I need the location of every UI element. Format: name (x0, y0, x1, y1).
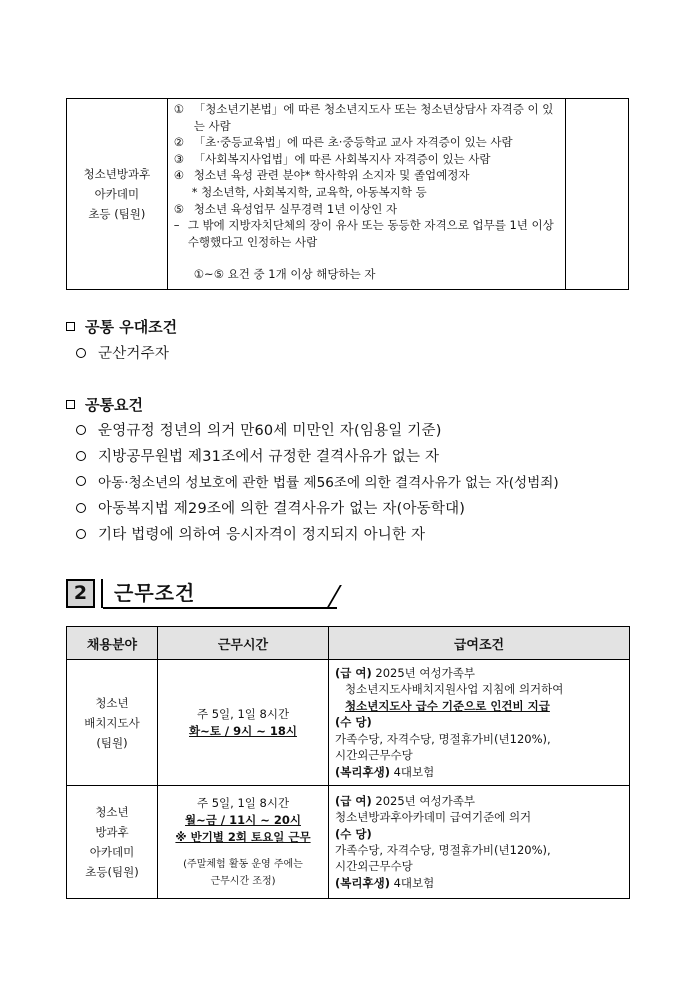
circle-bullet-icon (76, 503, 86, 513)
item-number: ② (173, 135, 185, 150)
section-slash-decoration (326, 585, 341, 609)
preference-section-title (66, 316, 177, 337)
circle-bullet-icon (76, 348, 86, 358)
section-number-box: 2 (66, 579, 95, 608)
pay-line (335, 875, 623, 891)
qualification-item (174, 151, 559, 168)
requirements-section-title (66, 394, 143, 415)
item-text: 청소년 육성 관련 분야* 학사학위 소지자 및 졸업예정자 (193, 168, 470, 183)
item-text: 「청소년기본법」에 따른 청소년지도사 또는 청소년상담사 자격증 이 있는 사람 (193, 102, 554, 133)
field-line: 아카데미 (89, 845, 135, 859)
pay-line: 시간외근무수당 (335, 748, 413, 763)
circle-bullet-icon (76, 529, 86, 539)
pay-line: 청소년방과후아카데미 급여기준에 의거 (335, 810, 532, 825)
work-conditions-table (66, 626, 630, 899)
hours-cell (158, 786, 329, 899)
pay-line: 청소년지도사배치지원사업 지침에 의거하여 (345, 682, 564, 697)
qualification-item (174, 201, 559, 218)
item-number: ⑤ (173, 201, 185, 216)
bullet-text: 운영규정 정년의 의거 만60세 미만인 자(임용일 기준) (98, 423, 442, 439)
item-number: ③ (173, 151, 185, 166)
table-row (67, 660, 630, 786)
column-header: 근무시간 (158, 627, 329, 660)
square-bullet-icon (66, 400, 75, 409)
qualification-sub-note: * 청소년학, 사회복지학, 교육학, 아동복지학 등 (191, 185, 427, 199)
qualification-summary: ①~⑤ 요건 중 1개 이상 해당하는 자 (193, 267, 376, 282)
bullet-text: 아동복지법 제29조에 의한 결격사유가 없는 자(아동학대) (98, 501, 466, 517)
item-number: ① (173, 102, 185, 117)
bullet-text: 기타 법령에 의하여 응시자격이 정지되지 아니한 자 (98, 527, 426, 543)
pay-label: (수 당) (335, 715, 372, 730)
pay-label: (급 여) (335, 793, 372, 808)
qualification-table (66, 98, 629, 290)
qualification-item (174, 101, 559, 134)
qualification-item (174, 134, 559, 151)
hours-note: 근무시간 조정) (210, 875, 276, 887)
item-text: 청소년 육성업무 실무경력 1년 이상인 자 (193, 201, 398, 216)
pay-text: 4대보험 (393, 764, 435, 779)
square-bullet-icon (66, 322, 75, 331)
qualification-content-cell (167, 99, 565, 290)
pay-text: 4대보험 (393, 875, 435, 890)
bullet-text: 아동·청소년의 성보호에 관한 법률 제56조에 의한 결격사유가 없는 자(성범죄) (98, 475, 559, 491)
column-header: 급여조건 (329, 627, 630, 660)
pay-line: 청소년지도사 급수 기준으로 인건비 지급 (345, 698, 550, 713)
table-row (67, 786, 630, 899)
column-header: 채용분야 (67, 627, 158, 660)
circle-bullet-icon (76, 425, 86, 435)
item-text: 「초·중등교육법」에 따른 초·중등학교 교사 자격증이 있는 사람 (193, 135, 513, 150)
qualification-dash-item (174, 217, 559, 250)
pay-line: 가족수당, 자격수당, 명절휴가비(년120%), (335, 731, 551, 746)
pay-line (335, 665, 623, 681)
requirement-item (76, 419, 442, 440)
field-line: (팀원) (96, 735, 128, 750)
hours-cell (158, 660, 329, 786)
pay-text: 2025년 여성가족부 (375, 666, 475, 681)
field-line: 아카데미 (94, 187, 140, 201)
hours-line: 주 5일, 1일 8시간 (196, 795, 290, 810)
field-line: 배치지도사 (84, 715, 140, 730)
circle-bullet-icon (76, 476, 86, 486)
pay-label: (복리후생) (335, 764, 390, 779)
field-line: 방과후 (95, 825, 129, 839)
requirement-item (76, 445, 439, 466)
pay-label: (급 여) (335, 666, 372, 681)
hours-line: 화~토 / 9시 ~ 18시 (189, 723, 297, 738)
pay-text: 2025년 여성가족부 (375, 793, 475, 808)
qualification-blank-cell (565, 99, 628, 290)
requirement-item (76, 471, 559, 491)
preference-item (76, 342, 169, 363)
hours-line: 월~금 / 11시 ~ 20시 (185, 812, 301, 827)
pay-cell (329, 786, 630, 899)
field-line: 청소년 (95, 805, 129, 819)
table-header-row (67, 627, 630, 660)
circle-bullet-icon (76, 451, 86, 461)
section-title: 근무조건 (114, 581, 196, 605)
bullet-text: 지방공무원법 제31조에서 규정한 결격사유가 없는 자 (98, 449, 440, 465)
section-title-text: 공통 우대조건 (85, 318, 178, 336)
field-line: 청소년 (95, 695, 129, 710)
dash-text: 그 밖에 지방자치단체의 장이 유사 또는 동등한 자격으로 업무를 1년 이상 수행했다고 인정하는 사람 (187, 218, 554, 249)
pay-line: 가족수당, 자격수당, 명절휴가비(년120%), (335, 843, 551, 857)
qualification-field-cell (67, 99, 168, 290)
dash-mark: – (173, 218, 180, 233)
section-2-header (66, 577, 296, 611)
hours-line: ※ 반기별 2회 토요일 근무 (175, 829, 311, 844)
requirement-item (76, 497, 465, 518)
item-number: ④ (173, 168, 185, 183)
field-line: 초등 (팀원) (88, 207, 146, 221)
requirement-item (76, 523, 425, 544)
pay-line: 시간외근무수당 (335, 859, 413, 874)
pay-label: (수 당) (335, 826, 372, 841)
item-text: 「사회복지사업법」에 따른 사회복지사 자격증이 있는 사람 (193, 151, 491, 166)
pay-label: (복리후생) (335, 875, 390, 890)
pay-line (335, 764, 623, 780)
pay-cell (329, 660, 630, 786)
section-underline (103, 607, 337, 609)
hours-note: (주말체험 활동 운영 주에는 (183, 858, 303, 870)
spacer (159, 846, 327, 856)
field-line: 초등(팀원) (85, 865, 139, 879)
qualification-item (174, 167, 559, 184)
field-line: 청소년방과후 (83, 167, 151, 181)
pay-line (335, 793, 623, 809)
section-title-text: 공통요건 (85, 396, 143, 414)
bullet-text: 군산거주자 (98, 346, 170, 362)
hours-line: 주 5일, 1일 8시간 (196, 706, 290, 721)
section-divider-bar (101, 579, 103, 608)
field-cell (67, 786, 158, 899)
field-cell (67, 660, 158, 786)
